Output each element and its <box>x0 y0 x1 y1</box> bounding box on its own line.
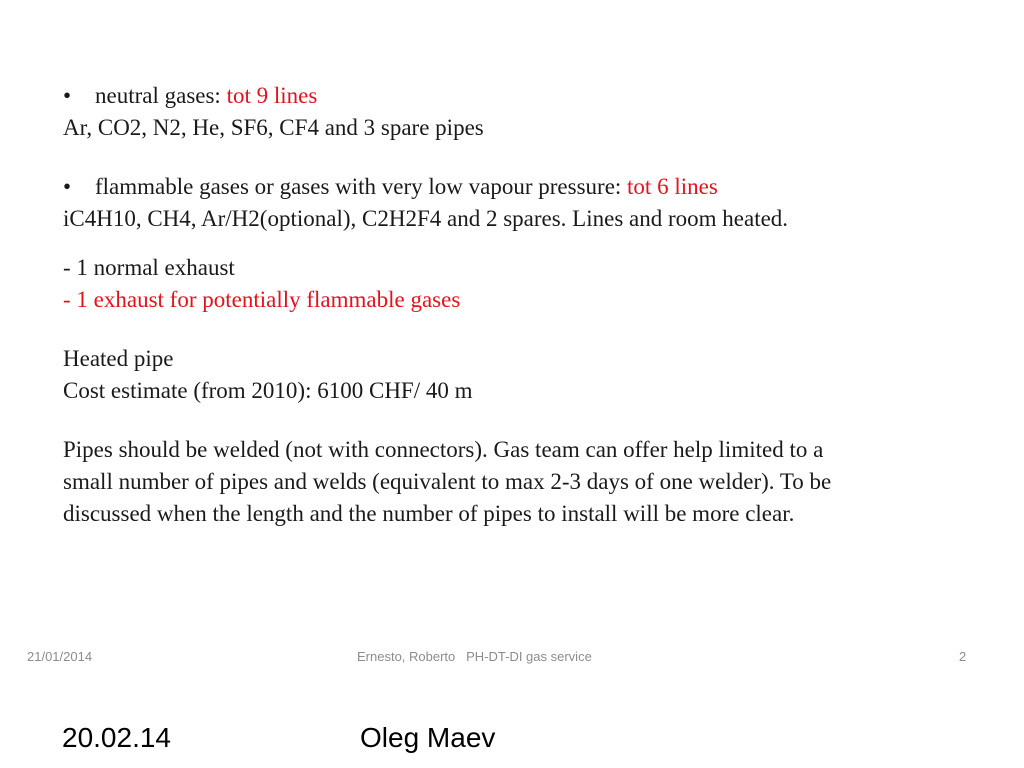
flammable-gases-count: tot 6 lines <box>627 174 718 199</box>
slide-content <box>63 80 983 530</box>
bottom-author: Oleg Maev <box>360 722 496 753</box>
spacer <box>63 144 983 161</box>
footer-presenter: Ernesto, Roberto PH-DT-DI gas service <box>357 649 592 664</box>
welding-note-line-2: small number of pipes and welds (equivalent to max 2-3 days of one welder). To be <box>63 469 832 494</box>
spacer <box>63 407 983 424</box>
spacer <box>63 333 983 343</box>
neutral-gases-label: neutral gases: <box>95 83 227 108</box>
bottom-date: 20.02.14 <box>62 722 171 753</box>
spacer <box>63 161 983 171</box>
bullet-icon: • <box>63 174 72 199</box>
heated-pipe-title: Heated pipe <box>63 346 174 371</box>
neutral-gases-count: tot 9 lines <box>226 83 318 108</box>
footer-page-number: 2 <box>959 649 967 664</box>
bullet-icon: • <box>63 83 72 108</box>
flammable-gases-label: flammable gases or gases with very low vapour pressure: <box>95 174 628 199</box>
neutral-gases-detail: Ar, CO2, N2, He, SF6, CF4 and 3 spare pipes <box>63 115 484 140</box>
normal-exhaust: - 1 normal exhaust <box>63 255 235 280</box>
spacer <box>63 316 983 333</box>
neutral-gases-bullet <box>63 80 983 112</box>
flammable-gases-bullet <box>63 171 983 203</box>
spacer <box>63 235 983 252</box>
flammable-gases-detail: iC4H10, CH4, Ar/H2(optional), C2H2F4 and 2 spares. Lines and room heated. <box>63 206 789 231</box>
flammable-exhaust: - 1 exhaust for potentially flammable gases <box>63 287 461 312</box>
welding-note-line-1: Pipes should be welded (not with connectors). Gas team can offer help limited to a <box>63 437 824 462</box>
welding-note-line-3: discussed when the length and the number of pipes to install will be more clear. <box>63 501 795 526</box>
spacer <box>63 424 983 434</box>
cost-estimate: Cost estimate (from 2010): 6100 CHF/ 40 m <box>63 378 473 403</box>
footer-date: 21/01/2014 <box>27 649 93 664</box>
